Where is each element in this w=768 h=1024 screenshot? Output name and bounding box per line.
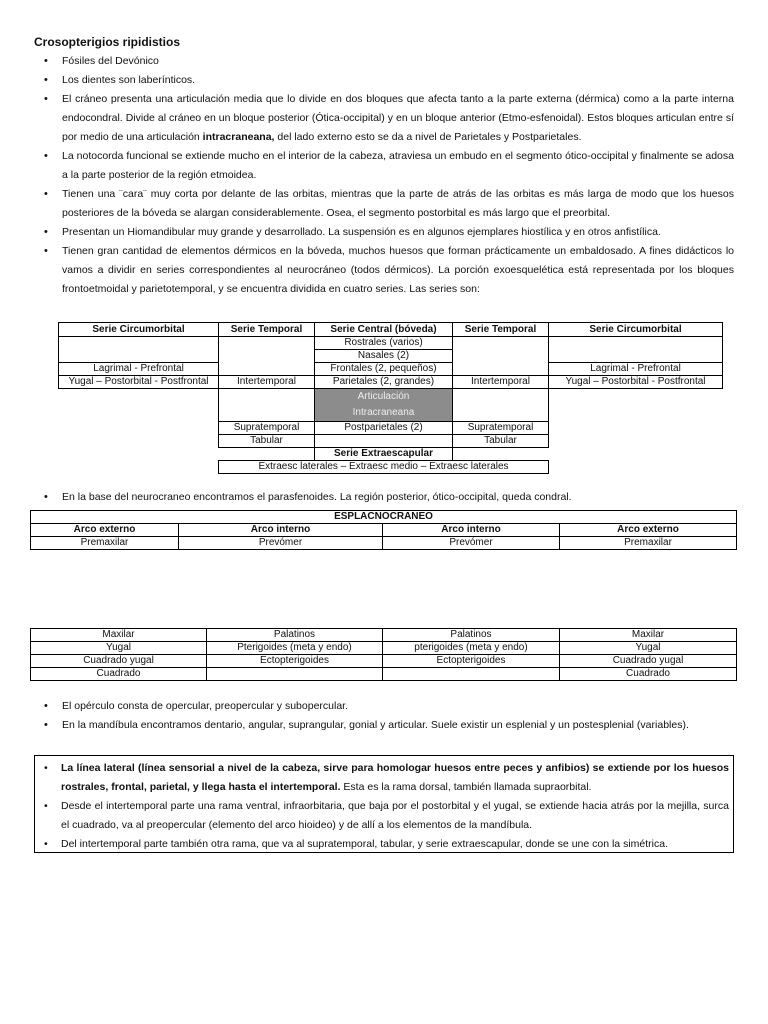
cell-blank [549, 435, 723, 448]
table-cell: Cuadrado yugal [560, 655, 737, 668]
table-row [31, 629, 737, 642]
cell-blank [549, 461, 723, 474]
bullet-list-lateral-line [39, 759, 729, 854]
bullet-notochord: • La notocorda funcional se extiende mucho en el interior de la cabeza, atraviesa un embudo en el segmento ótico-occipital y finalmente se adosa a la parte posterior de la región etmoidea. [34, 147, 734, 185]
table-cell: Palatinos [207, 629, 383, 642]
bullet-text: El cráneo presenta una articulación media que lo divide en dos bloques que afecta tanto a la parte externa (dérmica) como a la parte interna endocondral. Divide al cráneo en un bloque posterior (Ótica-occipital) y en un bloque anterior (Etmo-esfenoidal). Estos bloques articulan entre sí por medio de una articulación [62, 93, 734, 143]
cell-yugal: Yugal – Postorbital - Postfrontal [59, 376, 219, 389]
table-cell: Cuadrado [560, 668, 737, 681]
cell-frontales: Frontales (2, pequeños) [315, 363, 453, 376]
bullet-list-main [34, 52, 734, 299]
cell-blank [59, 461, 219, 474]
cell-prevomer: Prevómer [383, 537, 560, 550]
lateral-line-box [34, 755, 734, 853]
table-row [31, 642, 737, 655]
bullet-ventral-branch: • Desde el intertemporal parte una rama ventral, infraorbitaria, que baja por el postorbital y el yugal, se extiende hacia atrás por la mejilla, surca el cuadrado, va al preopercular (elemento del arco hioideo) y de allí a los elementos de la mandíbula. [39, 797, 729, 835]
bullet-text: del lado externo esto se da a nivel de Parietales y Postparietales. [274, 131, 582, 143]
table-cell: Maxilar [560, 629, 737, 642]
cell-yugal: Yugal – Postorbital - Postfrontal [549, 376, 723, 389]
cell-empty [59, 337, 219, 363]
cell-nasales: Nasales (2) [315, 350, 453, 363]
header-circumorbital: Serie Circumorbital [59, 323, 219, 337]
bullet-list-base [34, 488, 734, 507]
bullet-mandibula: • En la mandíbula encontramos dentario, angular, suprangular, gonial y articular. Suele existir un esplenial y un postesplenial (variables). [34, 716, 734, 735]
cell-lagrimal: Lagrimal - Prefrontal [549, 363, 723, 376]
bullet-lateral-line [39, 759, 729, 797]
table-cell [207, 668, 383, 681]
intracraneana-label: Intracraneana [352, 407, 415, 418]
cell-intertemporal: Intertemporal [453, 376, 549, 389]
bullet-fossils: • Fósiles del Devónico [34, 52, 734, 71]
cell-postparietales: Postparietales (2) [315, 422, 453, 435]
cell-blank [219, 448, 315, 461]
document-title: Crosopterigios ripidistios [34, 35, 181, 49]
series-table [58, 322, 723, 474]
cell-premaxilar: Premaxilar [31, 537, 179, 550]
table-row [31, 655, 737, 668]
table-row [31, 668, 737, 681]
cell-intertemporal: Intertemporal [219, 376, 315, 389]
cell-lagrimal: Lagrimal - Prefrontal [59, 363, 219, 376]
table-cell: Maxilar [31, 629, 207, 642]
cell-blank [549, 389, 723, 422]
cell-empty [453, 337, 549, 376]
table-cell [383, 668, 560, 681]
table-cell: Palatinos [383, 629, 560, 642]
esplacnocraneo-title: ESPLACNOCRANEO [31, 511, 737, 524]
cell-prevomer: Prevómer [179, 537, 383, 550]
cell-empty [453, 389, 549, 422]
cell-blank [59, 435, 219, 448]
bullet-teeth: • Los dientes son laberínticos. [34, 71, 734, 90]
header-arco-interno: Arco interno [383, 524, 560, 537]
table-cell: Yugal [31, 642, 207, 655]
table-cell: Pterigoides (meta y endo) [207, 642, 383, 655]
cell-supratemporal: Supratemporal [219, 422, 315, 435]
header-circumorbital: Serie Circumorbital [549, 323, 723, 337]
header-arco-externo: Arco externo [31, 524, 179, 537]
bullet-skull-articulation [34, 90, 734, 147]
cell-blank [549, 422, 723, 435]
maxilar-table [30, 628, 737, 681]
bullet-list-operculo [34, 697, 734, 735]
bullet-hyomandibular: • Presentan un Hiomandibular muy grande y desarrollado. La suspensión es en algunos ejemplares hiostílica y en otros anfistílica. [34, 223, 734, 242]
cell-blank [59, 448, 219, 461]
bold-term: intracraneana, [202, 131, 275, 143]
bullet-other-branch: • Del intertemporal parte también otra rama, que va al supratemporal, tabular, y serie extraescapular, donde se une con la simétrica. [39, 835, 729, 854]
cell-parietales: Parietales (2, grandes) [315, 376, 453, 389]
cell-supratemporal: Supratemporal [453, 422, 549, 435]
bullet-face: • Tienen una ¨cara¨ muy corta por delante de las orbitas, mientras que la parte de atrás de las orbitas es más larga de modo que los huesos posteriores de la bóveda se alargan considerablemente. Osea, el segmento postorbital es más largo que el preorbital. [34, 185, 734, 223]
table-cell: pterigoides (meta y endo) [383, 642, 560, 655]
cell-extraescapular: Extraesc laterales – Extraesc medio – Extraesc laterales [219, 461, 549, 474]
cell-blank [453, 448, 549, 461]
header-central: Serie Central (bóveda) [315, 323, 453, 337]
table-cell: Ectopterigoides [383, 655, 560, 668]
table-cell: Yugal [560, 642, 737, 655]
cell-tabular: Tabular [219, 435, 315, 448]
cell-empty [315, 435, 453, 448]
table-cell: Cuadrado yugal [31, 655, 207, 668]
cell-blank [59, 422, 219, 435]
table-cell: Ectopterigoides [207, 655, 383, 668]
cell-blank [549, 448, 723, 461]
bullet-parasfenoides: • En la base del neurocraneo encontramos el parasfenoides. La región posterior, ótico-occipital, queda condral. [34, 488, 734, 507]
cell-rostrales: Rostrales (varios) [315, 337, 453, 350]
header-extraescapular: Serie Extraescapular [315, 448, 453, 461]
bold-text: La línea lateral (línea sensorial a nivel de la cabeza, sirve para homologar huesos entre peces y anfibios) se extiende por los huesos rostrales, frontal, parietal, y llega hasta el intertemporal. [61, 762, 729, 793]
header-arco-externo: Arco externo [560, 524, 737, 537]
cell-blank [59, 389, 219, 422]
header-temporal: Serie Temporal [453, 323, 549, 337]
esplacnocraneo-table [30, 510, 737, 550]
cell-premaxilar: Premaxilar [560, 537, 737, 550]
bullet-dermal-elements: • Tienen gran cantidad de elementos dérmicos en la bóveda, muchos huesos que forman prácticamente un embaldosado. A fines didácticos lo vamos a dividir en series correspondientes al neurocráneo (todos dérmicos). La porción exoesquelética está representada por los bloques frontoetmoidal y parietotemporal, y se encuentra dividida en cuatro series. Las series son: [34, 242, 734, 299]
cell-empty [219, 389, 315, 422]
header-temporal: Serie Temporal [219, 323, 315, 337]
cell-articulacion [315, 389, 453, 422]
cell-tabular: Tabular [453, 435, 549, 448]
cell-empty [219, 337, 315, 376]
articulacion-label: Articulación [357, 391, 410, 402]
cell-empty [549, 337, 723, 363]
header-arco-interno: Arco interno [179, 524, 383, 537]
table-cell: Cuadrado [31, 668, 207, 681]
bullet-operculo: • El opérculo consta de opercular, preopercular y subopercular. [34, 697, 734, 716]
bullet-text: Esta es la rama dorsal, también llamada supraorbital. [340, 781, 592, 793]
